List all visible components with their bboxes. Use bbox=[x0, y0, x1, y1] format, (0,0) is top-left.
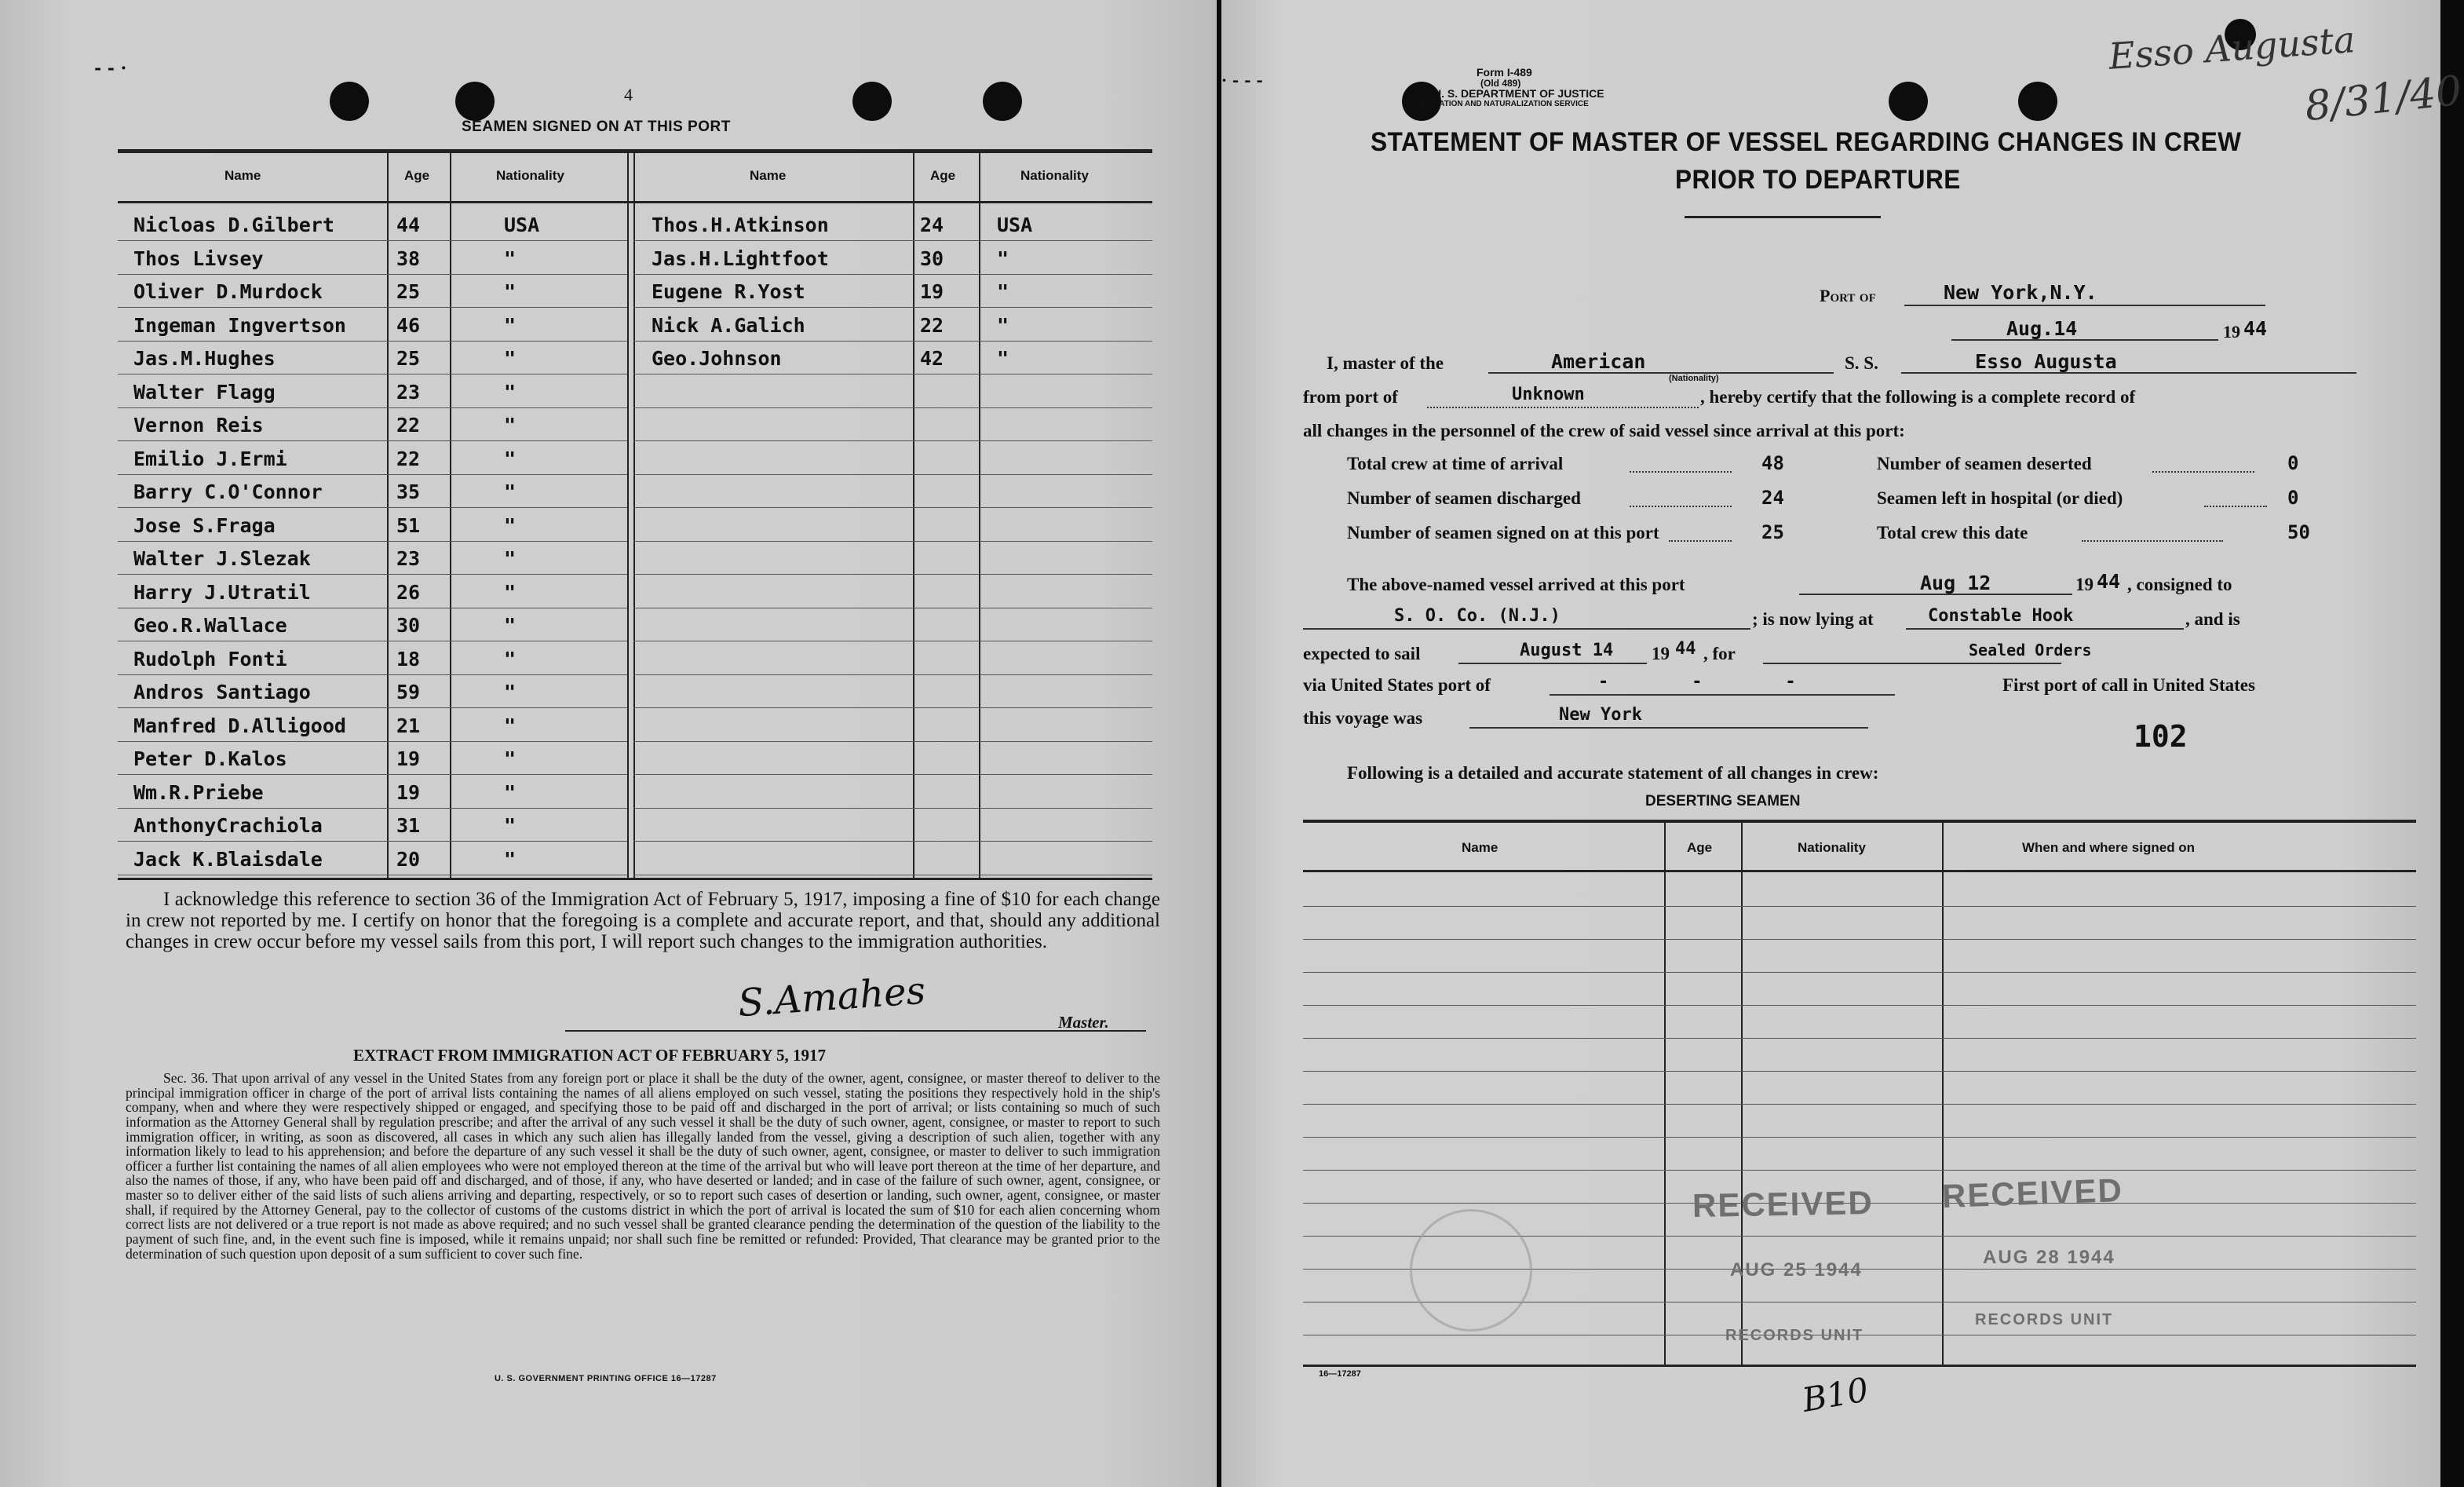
row-rule bbox=[118, 541, 627, 542]
crew-age: 46 bbox=[396, 313, 421, 337]
faded-round-stamp bbox=[1410, 1209, 1532, 1332]
crew-age: 31 bbox=[396, 814, 421, 837]
desert-table-bottom bbox=[1303, 1365, 2416, 1367]
port-of-label: Port of bbox=[1820, 286, 1876, 305]
lying-at-value: Constable Hook bbox=[1928, 606, 2074, 626]
crew-nationality: " bbox=[504, 681, 517, 703]
arrived-year-prefix: 19 bbox=[2075, 575, 2093, 594]
crew-age: 21 bbox=[396, 714, 421, 737]
received-stamp-1-date: AUG 25 1944 bbox=[1730, 1259, 1863, 1281]
expected-year: 44 bbox=[1675, 639, 1696, 659]
stat-right-label: Seamen left in hospital (or died) bbox=[1877, 488, 2123, 508]
row-rule bbox=[633, 407, 1152, 408]
crew-name: Jas.M.Hughes bbox=[133, 347, 276, 370]
received-stamp-1-title: RECEIVED bbox=[1692, 1183, 1874, 1225]
reference-number: 102 bbox=[2134, 719, 2188, 754]
following-text: Following is a detailed and accurate statement of all changes in crew: bbox=[1347, 763, 1879, 783]
dot-leader bbox=[1669, 540, 1732, 542]
title-line-2: PRIOR TO DEPARTURE bbox=[1675, 165, 1961, 195]
deserting-title: DESERTING SEAMEN bbox=[1645, 793, 1801, 809]
top-marks: · - - - bbox=[1221, 71, 1263, 90]
row-rule bbox=[118, 440, 627, 441]
crew-age: 19 bbox=[396, 780, 421, 804]
row-rule bbox=[633, 741, 1152, 742]
title-rule bbox=[1685, 216, 1881, 218]
col-divider bbox=[1942, 820, 1944, 1365]
rule bbox=[1904, 305, 2265, 306]
arrived-date: Aug 12 bbox=[1920, 572, 1991, 594]
destination-value: Sealed Orders bbox=[1969, 641, 2092, 659]
row-rule bbox=[118, 774, 627, 775]
desert-row-rule bbox=[1303, 1071, 2416, 1072]
vessel-value: Esso Augusta bbox=[1975, 350, 2117, 373]
voyage-label: this voyage was bbox=[1303, 708, 1423, 728]
first-port-label: First port of call in United States bbox=[2002, 675, 2255, 695]
crew-name: Jack K.Blaisdale bbox=[133, 847, 323, 871]
and-is-label: , and is bbox=[2185, 609, 2240, 629]
form-old: (Old 489) bbox=[1480, 78, 1521, 89]
stat-right-value: 0 bbox=[2287, 452, 2299, 474]
crew-name: Jas.H.Lightfoot bbox=[652, 247, 829, 270]
desert-row-rule bbox=[1303, 1038, 2416, 1039]
stat-value: 24 bbox=[1761, 487, 1784, 509]
crew-name: Walter Flagg bbox=[133, 380, 276, 404]
col-divider bbox=[627, 149, 629, 878]
row-rule bbox=[118, 841, 627, 842]
row-rule bbox=[118, 674, 627, 675]
handwritten-date-note: 8/31/40 bbox=[2302, 67, 2464, 131]
crew-age: 18 bbox=[396, 647, 421, 670]
service: IMMIGRATION AND NATURALIZATION SERVICE bbox=[1410, 100, 1589, 108]
expected-label: expected to sail bbox=[1303, 644, 1421, 663]
crew-nationality: " bbox=[504, 747, 517, 770]
stat-right-value: 50 bbox=[2287, 521, 2310, 543]
rule bbox=[1906, 628, 2184, 630]
ss-label: S. S. bbox=[1845, 353, 1878, 373]
row-rule bbox=[633, 841, 1152, 842]
crew-name: Nick A.Galich bbox=[652, 313, 805, 337]
crew-nationality: " bbox=[504, 313, 517, 337]
rule bbox=[1550, 694, 1895, 696]
crew-age: 22 bbox=[396, 414, 421, 437]
crew-nationality: " bbox=[504, 647, 517, 670]
crew-nationality: " bbox=[504, 480, 517, 503]
row-rule bbox=[633, 507, 1152, 508]
crew-age: 23 bbox=[396, 547, 421, 570]
stat-right-label: Number of seamen deserted bbox=[1877, 454, 2092, 473]
crew-nationality: USA bbox=[504, 214, 540, 236]
crew-age: 42 bbox=[920, 347, 944, 370]
crew-name: AnthonyCrachiola bbox=[133, 814, 323, 837]
crew-nationality: " bbox=[504, 780, 517, 804]
crew-nationality: " bbox=[504, 580, 517, 604]
crew-age: 19 bbox=[920, 280, 944, 303]
crew-age: 20 bbox=[396, 847, 421, 871]
row-rule bbox=[633, 474, 1152, 475]
crew-nationality: " bbox=[997, 247, 1009, 270]
rule bbox=[1303, 628, 1750, 630]
row-rule bbox=[118, 274, 627, 275]
binder-hole bbox=[2018, 82, 2057, 121]
page-number: 4 bbox=[624, 85, 633, 104]
col-divider bbox=[979, 149, 980, 878]
desert-row-rule bbox=[1303, 1137, 2416, 1138]
crew-name: Vernon Reis bbox=[133, 414, 264, 437]
row-rule bbox=[633, 274, 1152, 275]
row-rule bbox=[633, 774, 1152, 775]
stat-label: Total crew at time of arrival bbox=[1347, 454, 1564, 473]
row-rule bbox=[633, 574, 1152, 575]
crew-name: Jose S.Fraga bbox=[133, 513, 276, 537]
binder-hole bbox=[983, 82, 1022, 121]
crew-nationality: " bbox=[504, 247, 517, 270]
master-signature: S.Amahes bbox=[736, 968, 927, 1026]
stat-right-value: 0 bbox=[2287, 487, 2299, 509]
crew-nationality: " bbox=[504, 447, 517, 470]
received-stamp-2-date: AUG 28 1944 bbox=[1983, 1247, 2115, 1268]
header-name: Name bbox=[224, 168, 261, 183]
crew-nationality: " bbox=[504, 280, 517, 303]
arrived-year: 44 bbox=[2097, 570, 2121, 593]
row-rule bbox=[118, 407, 627, 408]
crew-name: Andros Santiago bbox=[133, 681, 311, 703]
desert-row-rule bbox=[1303, 972, 2416, 973]
section-title: SEAMEN SIGNED ON AT THIS PORT bbox=[462, 119, 731, 135]
year-prefix: 19 bbox=[2223, 322, 2240, 342]
crew-name: Geo.Johnson bbox=[652, 347, 782, 370]
crew-name: Rudolph Fonti bbox=[133, 647, 287, 670]
crew-name: Ingeman Ingvertson bbox=[133, 313, 346, 337]
desert-header-nationality: Nationality bbox=[1798, 840, 1866, 855]
desert-row-rule bbox=[1303, 1005, 2416, 1006]
for-label: , for bbox=[1703, 644, 1736, 663]
col-divider bbox=[387, 149, 389, 878]
crew-name: Geo.R.Wallace bbox=[133, 614, 287, 637]
crew-age: 44 bbox=[396, 214, 421, 236]
col-divider bbox=[450, 149, 451, 878]
from-port-label: from port of bbox=[1303, 387, 1398, 407]
acknowledgement-text: I acknowledge this reference to section 36 of the Immigration Act of February 5, 1917, imposing a fine of $10 for each change in crew not reported by me. I certify on honor that the foregoing is a complete and accurate report, and that, should any additional changes in crew occur before my vessel sails from this port, I will report such changes to the immigration authorities. bbox=[126, 889, 1160, 952]
crew-name: Harry J.Utratil bbox=[133, 580, 311, 604]
row-rule bbox=[633, 707, 1152, 708]
row-rule bbox=[118, 307, 627, 308]
binder-hole bbox=[455, 82, 495, 121]
via-label: via United States port of bbox=[1303, 675, 1491, 695]
right-page bbox=[1221, 0, 2464, 1487]
top-marks: - - · bbox=[94, 58, 127, 79]
desert-table-header-rule bbox=[1303, 870, 2416, 872]
master-of-the-label: I, master of the bbox=[1327, 353, 1444, 373]
desert-row-rule bbox=[1303, 906, 2416, 907]
crew-name: Wm.R.Priebe bbox=[133, 780, 264, 804]
row-rule bbox=[118, 741, 627, 742]
desert-header-name: Name bbox=[1462, 840, 1498, 855]
crew-name: Oliver D.Murdock bbox=[133, 280, 323, 303]
desert-header-when: When and where signed on bbox=[2022, 840, 2196, 855]
received-stamp-1-unit: RECORDS UNIT bbox=[1725, 1327, 1864, 1344]
header-name-2: Name bbox=[750, 168, 787, 183]
desert-header-age: Age bbox=[1687, 840, 1713, 855]
header-nationality-2: Nationality bbox=[1020, 168, 1089, 183]
row-rule bbox=[118, 507, 627, 508]
crew-nationality: " bbox=[504, 847, 517, 871]
row-rule bbox=[118, 707, 627, 708]
rule bbox=[1901, 372, 2356, 374]
col-divider bbox=[913, 149, 914, 878]
port-of-value: New York,N.Y. bbox=[1944, 281, 2097, 304]
binder-hole bbox=[330, 82, 369, 121]
crew-age: 22 bbox=[396, 447, 421, 470]
row-rule bbox=[118, 574, 627, 575]
row-rule bbox=[118, 808, 627, 809]
crew-age: 19 bbox=[396, 747, 421, 770]
crew-name: Thos.H.Atkinson bbox=[652, 214, 829, 236]
desert-row-rule bbox=[1303, 939, 2416, 940]
title-line-1: STATEMENT OF MASTER OF VESSEL REGARDING CHANGES IN CREW bbox=[1371, 127, 2242, 157]
extract-title: EXTRACT FROM IMMIGRATION ACT OF FEBRUARY 5, 1917 bbox=[353, 1046, 827, 1065]
rule bbox=[1951, 339, 2218, 341]
col-divider bbox=[1741, 820, 1743, 1365]
table-top-rule bbox=[118, 149, 1152, 153]
stat-value: 25 bbox=[1761, 521, 1784, 543]
col-divider bbox=[633, 149, 635, 878]
dot-leader bbox=[2082, 540, 2223, 542]
crew-age: 38 bbox=[396, 247, 421, 270]
stat-value: 48 bbox=[1761, 452, 1784, 474]
crew-nationality: " bbox=[504, 547, 517, 570]
crew-age: 26 bbox=[396, 580, 421, 604]
row-rule bbox=[633, 674, 1152, 675]
crew-age: 59 bbox=[396, 681, 421, 703]
master-label: Master. bbox=[1058, 1013, 1109, 1032]
header-nationality: Nationality bbox=[496, 168, 564, 183]
crew-nationality: USA bbox=[997, 214, 1033, 236]
extract-text: Sec. 36. That upon arrival of any vessel in the United States from any foreign port or place it shall be the duty of the owner, agent, consignee, or master thereof to deliver to the principal immigration officer in charge of the port of arrival lists containing the names of all aliens employed on such vessel, stating the positions they respectively hold in the ship's company, when and where they were respectively shipped or engaged, and specifying those to be paid off and discharged in the port of arrival; or lists containing so much of such information as the Attorney General shall by regulation prescribe; and after the arrival of any such vessel it shall be the duty of such owner, agent, consignee, or master to report to such immigration officer, in writing, as soon as discovered, all cases in which any such alien has illegally landed from the vessel, giving a description of such alien, together with any information likely to lead to his apprehension; and before the departure of any such vessel it shall be the duty of such owner, agent, consignee, or master to deliver to such immigration officer a further list containing the names of all alien employees who were not employed thereon at the time of the arrival but who will leave port thereon at the time of her departure, and also the names of those, if any, who have been paid off and discharged, and of those, if any, who have deserted or landed; and in case of the failure of such owner, agent, consignee, or master so to deliver either of the said lists of such aliens arriving and departing, respectively, or so to report such cases of desertion or landing, such owner, agent, consignee, or master shall, if required by the Attorney General, pay to the collector of customs of the customs district in which the port of arrival is located the sum of $10 for each alien concerning whom correct lists are not delivered or a true report is not made as above required; and no such vessel shall be granted clearance pending the determination of the question of the liability to the payment of such fine, and, in the event such fine is imposed, while it remains unpaid; nor shall such fine be remitted or refunded: Provided, That clearance may be granted prior to the determination of such question upon deposit of a sum sufficient to cover such fine. bbox=[126, 1070, 1160, 1262]
crew-nationality: " bbox=[504, 414, 517, 437]
row-rule bbox=[633, 808, 1152, 809]
now-lying-at-label: ; is now lying at bbox=[1752, 609, 1874, 629]
rule bbox=[1458, 663, 1647, 664]
crew-name: Walter J.Slezak bbox=[133, 547, 311, 570]
header-age: Age bbox=[404, 168, 430, 183]
handwritten-vessel-note: Esso Augusta bbox=[2107, 18, 2357, 78]
row-rule bbox=[633, 440, 1152, 441]
form-number: Form I-489 bbox=[1477, 66, 1532, 79]
row-rule bbox=[633, 307, 1152, 308]
expected-date: August 14 bbox=[1520, 641, 1614, 660]
rule bbox=[1488, 372, 1834, 374]
bottom-handwritten-note: B10 bbox=[1799, 1370, 1871, 1419]
footer-code: 16—17287 bbox=[1319, 1369, 1361, 1379]
dot-leader bbox=[1630, 506, 1732, 507]
crew-name: Eugene R.Yost bbox=[652, 280, 805, 303]
rule bbox=[565, 1030, 714, 1032]
table-header-rule bbox=[118, 201, 1152, 203]
received-stamp-2-title: RECEIVED bbox=[1941, 1171, 2124, 1215]
year-value: 44 bbox=[2243, 317, 2268, 340]
crew-age: 51 bbox=[396, 513, 421, 537]
crew-nationality: " bbox=[504, 380, 517, 404]
crew-nationality: " bbox=[504, 814, 517, 837]
crew-name: Barry C.O'Connor bbox=[133, 480, 323, 503]
rule bbox=[1427, 407, 1699, 408]
stat-label: Number of seamen signed on at this port bbox=[1347, 523, 1659, 543]
crew-nationality: " bbox=[504, 513, 517, 537]
crew-nationality: " bbox=[997, 347, 1009, 370]
crew-age: 23 bbox=[396, 380, 421, 404]
crew-age: 30 bbox=[396, 614, 421, 637]
via-value: - - - bbox=[1598, 672, 1796, 692]
crew-nationality: " bbox=[997, 280, 1009, 303]
crew-age: 30 bbox=[920, 247, 944, 270]
desert-row-rule bbox=[1303, 1170, 2416, 1171]
certify-text: , hereby certify that the following is a complete record of bbox=[1700, 387, 2136, 407]
department: U. S. DEPARTMENT OF JUSTICE bbox=[1433, 87, 1604, 100]
stat-label: Number of seamen discharged bbox=[1347, 488, 1581, 508]
dot-leader bbox=[2152, 471, 2254, 473]
rule bbox=[1469, 727, 1868, 729]
row-rule bbox=[633, 541, 1152, 542]
crew-name: Thos Livsey bbox=[133, 247, 264, 270]
crew-age: 25 bbox=[396, 347, 421, 370]
dot-leader bbox=[2204, 506, 2267, 507]
binder-hole bbox=[852, 82, 892, 121]
row-rule bbox=[118, 341, 627, 342]
arrived-text: The above-named vessel arrived at this port bbox=[1347, 575, 1685, 594]
col-divider bbox=[1664, 820, 1666, 1365]
crew-nationality: " bbox=[504, 714, 517, 737]
crew-nationality: " bbox=[504, 614, 517, 637]
crew-name: Manfred D.Alligood bbox=[133, 714, 346, 737]
binder-hole bbox=[1889, 82, 1928, 121]
nationality-caption: (Nationality) bbox=[1669, 374, 1719, 383]
voyage-value: New York bbox=[1559, 705, 1642, 725]
received-stamp-2-unit: RECORDS UNIT bbox=[1975, 1311, 2114, 1328]
crew-age: 25 bbox=[396, 280, 421, 303]
crew-age: 35 bbox=[396, 480, 421, 503]
crew-age: 24 bbox=[920, 214, 944, 236]
header-age-2: Age bbox=[930, 168, 956, 183]
all-changes-text: all changes in the personnel of the crew of said vessel since arrival at this port: bbox=[1303, 421, 1905, 440]
consigned-to-label: , consigned to bbox=[2127, 575, 2232, 594]
rule bbox=[1763, 663, 2061, 664]
crew-name: Peter D.Kalos bbox=[133, 747, 287, 770]
from-port-value: Unknown bbox=[1512, 385, 1585, 404]
crew-nationality: " bbox=[504, 347, 517, 370]
dot-leader bbox=[1630, 471, 1732, 473]
date-value: Aug.14 bbox=[2006, 317, 2078, 340]
nationality-value: American bbox=[1551, 350, 1646, 373]
printing-office: U. S. GOVERNMENT PRINTING OFFICE 16—17287 bbox=[495, 1374, 717, 1383]
table-bottom-rule bbox=[118, 878, 1152, 880]
row-rule bbox=[633, 341, 1152, 342]
row-rule bbox=[633, 240, 1152, 241]
row-rule bbox=[118, 240, 627, 241]
crew-name: Emilio J.Ermi bbox=[133, 447, 287, 470]
desert-table-top bbox=[1303, 820, 2416, 823]
crew-name: Nicloas D.Gilbert bbox=[133, 214, 334, 236]
left-page bbox=[0, 0, 1217, 1487]
desert-row-rule bbox=[1303, 1104, 2416, 1105]
crew-age: 22 bbox=[920, 313, 944, 337]
consignee-value: S. O. Co. (N.J.) bbox=[1394, 606, 1561, 626]
stat-right-label: Total crew this date bbox=[1877, 523, 2028, 543]
crew-nationality: " bbox=[997, 313, 1009, 337]
expected-year-prefix: 19 bbox=[1652, 644, 1670, 663]
row-rule bbox=[118, 474, 627, 475]
